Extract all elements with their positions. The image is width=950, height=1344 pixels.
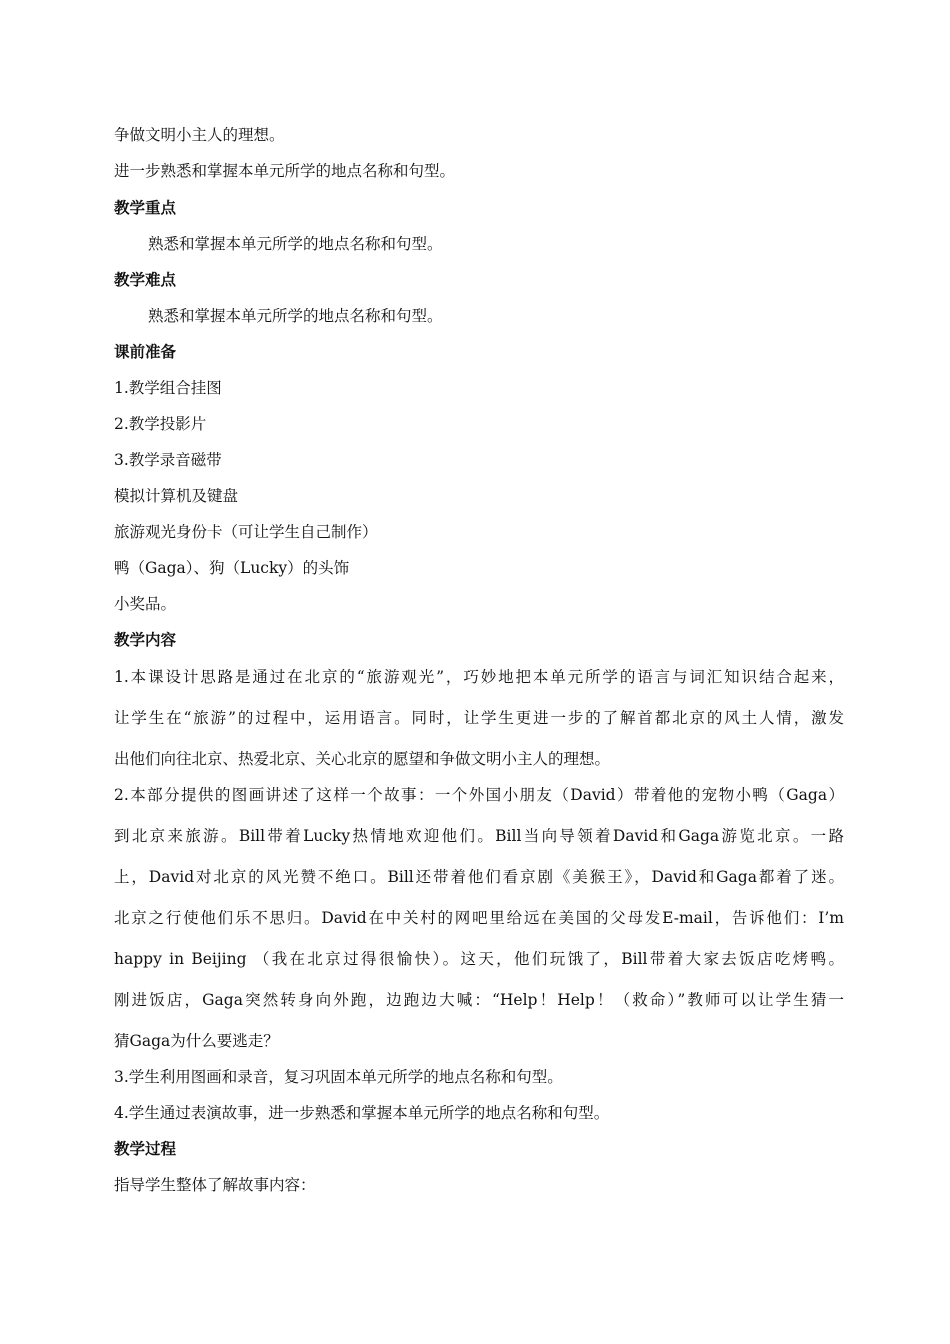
section-heading-content: 教学内容 — [114, 631, 177, 649]
content-p3: 3.学生利用图画和录音，复习巩固本单元所学的地点名称和句型。 — [114, 1068, 563, 1086]
content-p2-line: 猜Gaga为什么要逃走？ — [114, 1032, 279, 1050]
section-heading-key-points: 教学重点 — [114, 199, 177, 217]
preparation-item: 1.教学组合挂图 — [114, 379, 222, 397]
preparation-item: 小奖品。 — [114, 595, 177, 613]
content-p2-line: 2.本部分提供的图画讲述了这样一个故事：一个外国小朋友（David）带着他的宠物小鸭（Gaga） — [114, 786, 844, 804]
key-points-text: 熟悉和掌握本单元所学的地点名称和句型。 — [148, 235, 443, 253]
content-p2-line: 上，David对北京的风光赞不绝口。Bill还带着他们看京剧《美猴王》，David和Gaga都着了迷。 — [114, 868, 844, 886]
content-p2-line: 刚进饭店，Gaga突然转身向外跑，边跑边大喊：“Help！Help！（救命）”教师可以让学生猜一 — [114, 991, 844, 1009]
content-p1-line: 让学生在“旅游”的过程中，运用语言。同时，让学生更进一步的了解首都北京的风土人情，激发 — [114, 709, 844, 727]
preparation-item: 旅游观光身份卡（可让学生自己制作） — [114, 523, 378, 541]
difficult-points-text: 熟悉和掌握本单元所学的地点名称和句型。 — [148, 307, 443, 325]
content-p4: 4.学生通过表演故事，进一步熟悉和掌握本单元所学的地点名称和句型。 — [114, 1104, 610, 1122]
preparation-item: 模拟计算机及键盘 — [114, 487, 239, 505]
section-heading-process: 教学过程 — [114, 1140, 177, 1158]
intro-line-1: 争做文明小主人的理想。 — [114, 126, 285, 144]
preparation-item: 鸭（Gaga）、狗（Lucky）的头饰 — [114, 559, 350, 577]
section-heading-preparation: 课前准备 — [114, 343, 177, 361]
content-p1-line: 出他们向往北京、热爱北京、关心北京的愿望和争做文明小主人的理想。 — [114, 750, 611, 768]
intro-line-2: 进一步熟悉和掌握本单元所学的地点名称和句型。 — [114, 162, 456, 180]
content-p2-line: 北京之行使他们乐不思归。David在中关村的网吧里给远在美国的父母发E-mail，告诉他们：I’m — [114, 909, 844, 927]
content-p1-line: 1.本课设计思路是通过在北京的“旅游观光”，巧妙地把本单元所学的语言与词汇知识结合起来， — [114, 668, 844, 686]
content-p2-line: 到北京来旅游。Bill带着Lucky热情地欢迎他们。Bill当向导领着David和Gaga游览北京。一路 — [114, 827, 844, 845]
preparation-item: 2.教学投影片 — [114, 415, 207, 433]
process-text: 指导学生整体了解故事内容： — [114, 1176, 316, 1194]
preparation-item: 3.教学录音磁带 — [114, 451, 222, 469]
section-heading-difficult-points: 教学难点 — [114, 271, 177, 289]
content-p2-line: happy in Beijing （我在北京过得很愉快）。这天，他们玩饿了，Bill带着大家去饭店吃烤鸭。 — [114, 950, 844, 968]
